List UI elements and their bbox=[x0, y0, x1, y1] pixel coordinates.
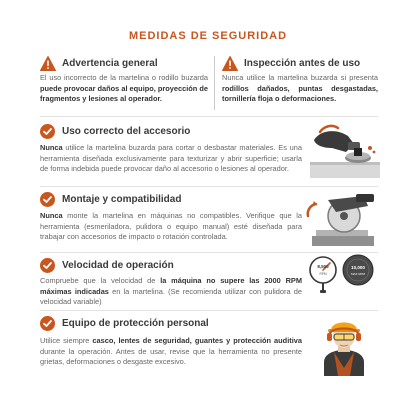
angle-grinder-illustration bbox=[310, 122, 380, 178]
column-divider bbox=[214, 56, 215, 110]
section-heading-montaje: Montaje y compatibilidad bbox=[62, 194, 182, 205]
section-divider bbox=[40, 252, 378, 253]
section-heading-uso: Uso correcto del accesorio bbox=[62, 126, 191, 137]
section-heading-advertencia: Advertencia general bbox=[62, 58, 158, 69]
disc-value: 10,000 bbox=[351, 265, 365, 270]
section-text-velocidad: Compruebe que la velocidad de la máquina no supere las 2000 RPM máximas indicadas en la martelina. (Se recomienda utilizar con pulidora de velocidad variable) bbox=[40, 276, 302, 307]
disc-unit: MAX RPM bbox=[350, 272, 366, 276]
section-text-inspeccion: Nunca utilice la martelina buzarda si presenta rodillos dañados, puntas desgastadas, tornillería floja o deformaciones. bbox=[222, 73, 378, 104]
section-heading-proteccion: Equipo de protección personal bbox=[62, 318, 209, 329]
gauge-value: 8,500 bbox=[317, 264, 329, 269]
warning-triangle-icon bbox=[222, 56, 238, 71]
check-circle-icon bbox=[40, 258, 55, 273]
check-circle-icon bbox=[40, 316, 55, 331]
check-circle-icon bbox=[40, 124, 55, 139]
section-divider bbox=[40, 116, 378, 117]
worker-ppe-illustration bbox=[316, 312, 372, 376]
section-text-uso: Nunca utilice la martelina buzarda para cortar o desbastar materiales. Es una herramienta diseñada exclusivamente para texturizar y abrir superficie; usarla de forma indebida puede provocar daño al accesorio o lesiones al operador. bbox=[40, 143, 302, 174]
section-divider bbox=[40, 310, 378, 311]
section-divider bbox=[40, 186, 378, 187]
section-text-montaje: Nunca monte la martelina en máquinas no compatibles. Verifique que la herramienta (esmeriladora, pulidora o equipo manual) esté diseñada para trabajar con accesorios de impacto o rotación controlada. bbox=[40, 211, 302, 242]
warning-triangle-icon bbox=[40, 56, 56, 71]
rpm-gauge-illustration bbox=[308, 254, 380, 294]
section-text-advertencia: El uso incorrecto de la martelina o rodillo buzarda puede provocar daños al equipo, proyección de fragmentos y lesiones al operador. bbox=[40, 73, 208, 104]
section-heading-inspeccion: Inspección antes de uso bbox=[244, 58, 361, 69]
check-circle-icon bbox=[40, 192, 55, 207]
cutoff-saw-illustration bbox=[306, 190, 380, 250]
section-text-proteccion: Utilice siempre casco, lentes de seguridad, guantes y protección auditiva durante la operación. Antes de usar, revise que la herramienta no presente grietas, deformaciones o desgaste excesivo. bbox=[40, 336, 302, 367]
gauge-unit: RPM bbox=[319, 272, 327, 276]
page-title: MEDIDAS DE SEGURIDAD bbox=[128, 30, 288, 42]
section-heading-velocidad: Velocidad de operación bbox=[62, 260, 174, 271]
